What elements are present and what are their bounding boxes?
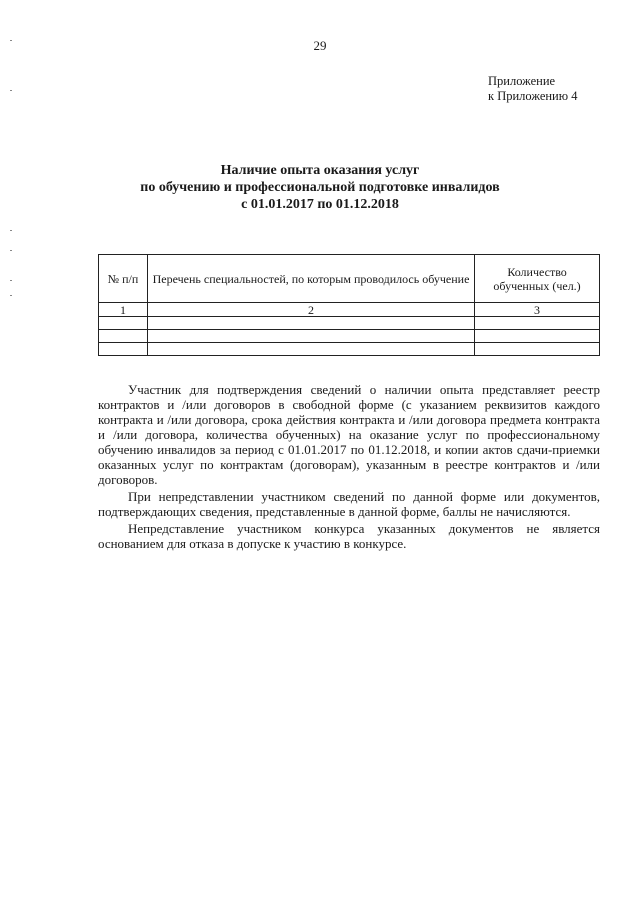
page-number: 29 — [313, 38, 327, 53]
index-cell-1: 1 — [99, 303, 148, 317]
header-number: № п/п — [99, 255, 148, 303]
table-cell — [99, 317, 148, 330]
appendix-reference — [488, 74, 577, 104]
table-index-row — [99, 303, 600, 317]
appendix-line-1: Приложение — [488, 74, 556, 88]
table-cell — [147, 317, 474, 330]
header-specialties: Перечень специальностей, по которым проводилось обучение — [147, 255, 474, 303]
title-line-3: с 01.01.2017 по 01.12.2018 — [241, 197, 399, 212]
table-cell — [147, 343, 474, 356]
body-text — [98, 382, 600, 553]
header-count: Количество обученных (чел.) — [475, 255, 600, 303]
table-header-row — [99, 255, 600, 303]
index-cell-3: 3 — [475, 303, 600, 317]
table-cell — [147, 330, 474, 343]
paragraph-2: При непредставлении участником сведений по данной форме или документов, подтверждающих сведения, представленные в данной форме, баллы не начисляются. — [98, 489, 600, 519]
table-row — [99, 317, 600, 330]
table-row — [99, 330, 600, 343]
title-line-1: Наличие опыта оказания услуг — [220, 163, 420, 178]
document-title — [0, 162, 640, 213]
table-cell — [475, 330, 600, 343]
title-line-2: по обучению и профессиональной подготовке инвалидов — [140, 180, 500, 195]
paragraph-3: Непредставление участником конкурса указанных документов не является основанием для отказа в допуске к участию в конкурсе. — [98, 521, 600, 551]
table-cell — [99, 343, 148, 356]
paragraph-1: Участник для подтверждения сведений о наличии опыта представляет реестр контрактов и /или договоров в свободной форме (с указанием реквизитов каждого контракта и /или договора, срока действия контракта и /или договора предмета контракта и /или договора, количества обученных) на оказание услуг по профессиональному обучению инвалидов за период с 01.01.2017 по 01.12.2018, и копии актов сдачи-приемки оказанных услуг по контрактам (договорам), указанным в реестре контрактов и /или договоров. — [98, 382, 600, 487]
table-cell — [475, 343, 600, 356]
table-cell — [475, 317, 600, 330]
table-cell — [99, 330, 148, 343]
appendix-line-2: к Приложению 4 — [488, 89, 578, 103]
table-row — [99, 343, 600, 356]
index-cell-2: 2 — [147, 303, 474, 317]
experience-table — [98, 254, 600, 356]
